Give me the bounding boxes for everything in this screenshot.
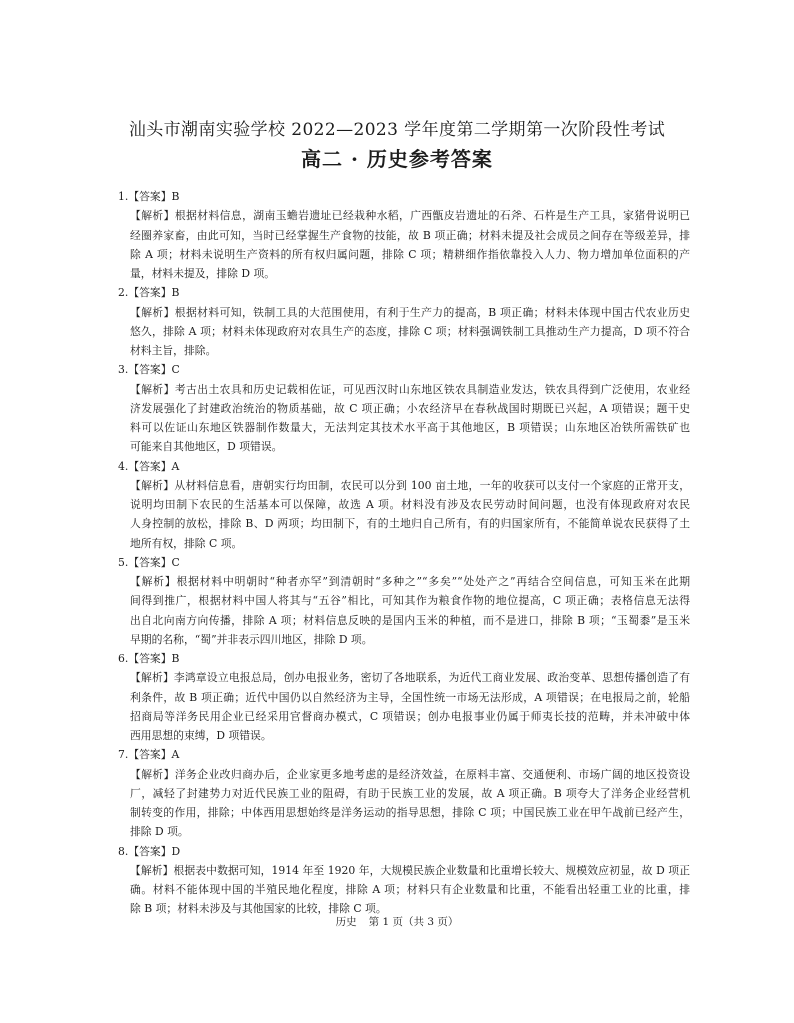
question-number: 8.	[118, 844, 129, 858]
analysis-line: 出自北向南方向传播，排除 A 项；材料信息反映的是国内玉米的种植，而不是进口，排除 B 项；“玉蜀黍”是玉米	[130, 613, 690, 627]
analysis-line: 厂，减轻了封建势力对近代民族工业的阻碍，有助于民族工业的发展，故 A 项正确。B 项夸大了洋务企业经营机	[130, 786, 690, 800]
answer-item-6	[118, 649, 690, 745]
answer-item-8	[118, 842, 690, 919]
question-number: 4.	[118, 459, 129, 473]
answer-label: 【答案】	[128, 459, 172, 473]
analysis-line: 招商局等洋务民用企业已经采用官督商办模式，C 项错误；创办电报事业仍属于师夷长技的范畴，并未冲破中体	[130, 709, 690, 723]
analysis-line: 可能来自其他地区，D 项错误。	[130, 440, 283, 454]
analysis-line: 西用思想的束缚，D 项错误。	[130, 729, 272, 742]
analysis-line: 排除 D 项。	[130, 825, 189, 839]
answer-line	[118, 745, 690, 764]
analysis-line: 量，材料未提及，排除 D 项。	[130, 267, 276, 280]
analysis-line: 除 A 项；材料未说明生产资料的所有权归属问题，排除 C 项；精耕细作指依靠投入人力、物力增加单位面积的产	[130, 247, 690, 261]
analysis-line: 制转变的作用，排除；中体西用思想始终是洋务运动的指导思想，排除 C 项；中国民族工业在甲午战前已经产生，	[130, 806, 690, 819]
answer-label: 【答案】	[128, 286, 172, 300]
analysis-line: 悠久，排除 A 项；材料未体现政府对农具生产的态度，排除 C 项；材料强调铁制工具推动生产力提高，D 项不符合	[130, 324, 690, 338]
answer-line	[118, 842, 690, 861]
analysis-line: 材料主旨，排除。	[130, 344, 217, 357]
analysis-line: 确。材料不能体现中国的半殖民地化程度，排除 A 项；材料只有企业数量和比重，不能看出轻重工业的比重，排	[130, 883, 690, 896]
answer-item-1	[118, 187, 690, 283]
analysis-line: 【解析】李鸿章设立电报总局，创办电报业务，密切了各地联系，为近代工商业发展、政治变革、思想传播创造了有	[130, 671, 690, 685]
analysis-line: 【解析】从材料信息看，唐朝实行均田制，农民可以分到 100 亩土地，一年的收获可以支付一个家庭的正常开支，	[130, 478, 690, 492]
answer-label: 【答案】	[128, 190, 172, 203]
analysis-line: 【解析】根据材料中明朝时“种者亦罕”到清朝时“多种之”“多矣”“处处产之”再结合空间信息，可知玉米在此期	[130, 575, 690, 588]
answer-item-5	[118, 553, 690, 649]
page-subtitle: 高二 · 历史参考答案	[301, 147, 493, 171]
answer-line	[118, 187, 690, 206]
answer-item-3	[118, 360, 690, 456]
answer-value: A	[171, 459, 180, 473]
answer-line	[118, 553, 690, 572]
analysis-line: 间得到推广，根据材料中国人将其与“五谷”相比，可知其作为粮食作物的地位提高，C 项正确；表格信息无法得	[130, 594, 690, 608]
answer-value: C	[171, 363, 180, 377]
analysis-line: 早期的名称，“蜀”并非表示四川地区，排除 D 项。	[130, 632, 373, 646]
answer-line	[118, 360, 690, 379]
footer-subject: 历史	[335, 916, 357, 928]
analysis-line: 地所有权，排除 C 项。	[130, 536, 243, 550]
analysis-line: 经圈养家畜，由此可知，当时已经掌握生产食物的技能，故 B 项正确；材料未提及社会成员之间存在等级差异，排	[130, 228, 690, 242]
analysis-line: 说明均田制下农民的生活基本可以保障，故选 A 项。材料没有涉及农民劳动时间问题，也没有体现政府对农民	[130, 498, 690, 511]
answer-value: A	[171, 748, 180, 762]
answer-line	[118, 283, 690, 302]
answer-label: 【答案】	[128, 652, 172, 665]
analysis-line: 【解析】根据表中数据可知，1914 年至 1920 年，大规模民族企业数量和比重增长较大、规模效应初显，故 D 项正	[130, 863, 690, 877]
analysis-line: 除 B 项；材料未涉及与其他国家的比较，排除 C 项。	[130, 902, 387, 916]
answer-value: D	[171, 844, 181, 858]
answer-item-4	[118, 457, 690, 553]
answer-label: 【答案】	[128, 844, 172, 858]
answer-value: B	[171, 652, 180, 665]
question-number: 6.	[118, 652, 129, 665]
page-footer	[0, 913, 794, 931]
answer-item-7	[118, 745, 690, 841]
answer-line	[118, 649, 690, 668]
analysis-line: 【解析】洋务企业改归商办后，企业家更多地考虑的是经济效益，在原料丰富、交通便利、市场广阔的地区投资设	[130, 767, 690, 781]
answer-item-2	[118, 283, 690, 360]
analysis-line: 济发展强化了封建政治统治的物质基础，故 C 项正确；小农经济早在春秋战国时期既已兴起，A 项错误；题干史	[130, 401, 690, 415]
answer-value: C	[171, 555, 180, 569]
question-number: 7.	[118, 748, 129, 762]
analysis-line: 人身控制的放松，排除 B、D 两项；均田制下，有的土地归自己所有，有的归国家所有，不能简单说农民获得了土	[130, 517, 690, 531]
answer-value: B	[171, 190, 180, 203]
answer-label: 【答案】	[128, 748, 172, 762]
analysis-line: 【解析】考古出土农具和历史记载相佐证，可见西汉时山东地区铁农具制造业发达，铁农具得到广泛使用，农业经	[130, 382, 690, 396]
analysis-line: 利条件，故 B 项正确；近代中国仍以自然经济为主导，全国性统一市场无法形成，A 项错误；在电报局之前，轮船	[130, 690, 690, 704]
answer-label: 【答案】	[128, 363, 172, 377]
analysis-line: 【解析】根据材料信息，湖南玉蟾岩遗址已经栽种水稻，广西甑皮岩遗址的石斧、石杵是生产工具，家猪骨说明已	[130, 209, 690, 223]
analysis-line: 【解析】根据材料可知，铁制工具的大范围使用，有利于生产力的提高，B 项正确；材料未体现中国古代农业历史	[130, 305, 690, 319]
answer-label: 【答案】	[128, 555, 172, 569]
answer-line	[118, 457, 690, 476]
analysis-line: 料可以佐证山东地区铁器制作数量大，无法判定其技术水平高于其他地区，B 项错误；山东地区冶铁所需铁矿也	[130, 421, 690, 434]
footer-page-number: 第 1 页（共 3 页）	[368, 916, 459, 928]
question-number: 3.	[118, 363, 129, 377]
question-number: 1.	[118, 190, 129, 203]
answer-value: B	[171, 286, 180, 300]
page-title: 汕头市潮南实验学校 2022—2023 学年度第二学期第一次阶段性考试	[128, 120, 666, 140]
question-number: 5.	[118, 555, 129, 569]
question-number: 2.	[118, 286, 129, 300]
answer-list	[118, 187, 690, 919]
